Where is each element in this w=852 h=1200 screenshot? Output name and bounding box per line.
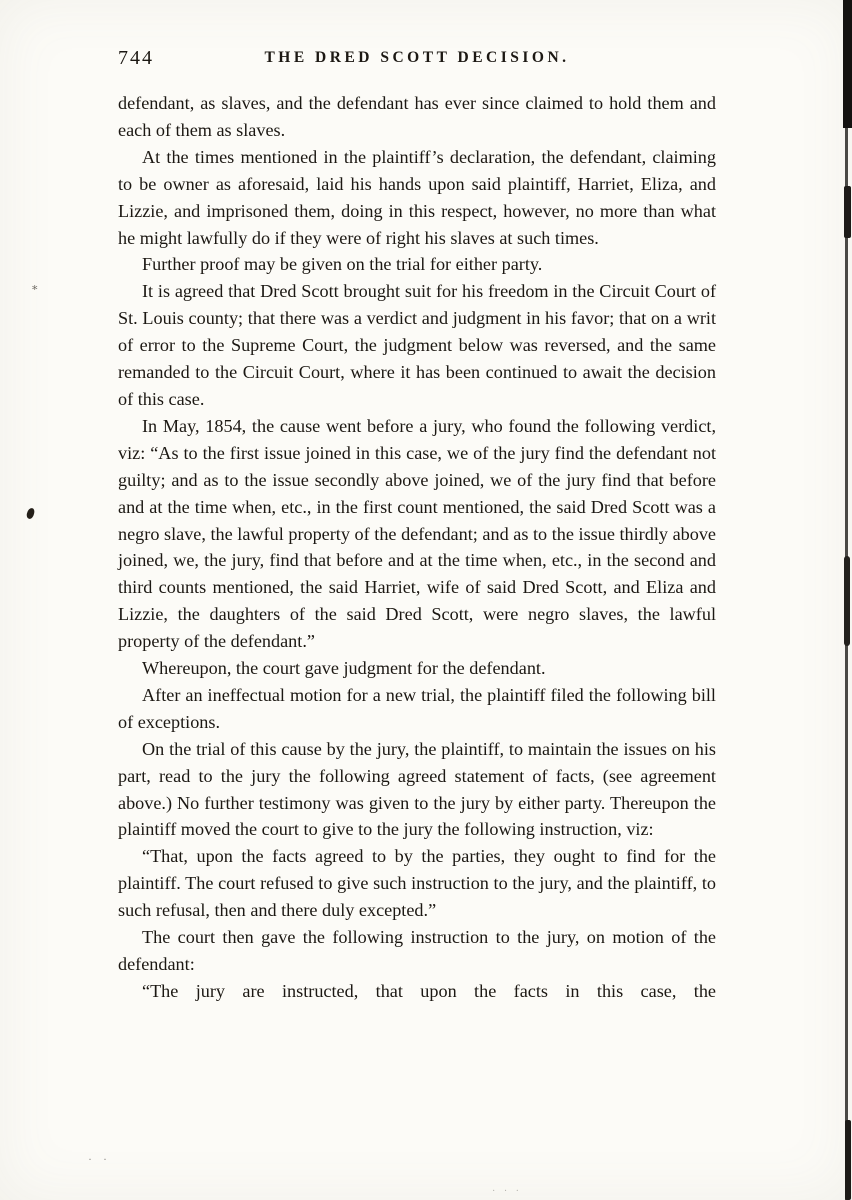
binding-shadow-blob bbox=[843, 0, 852, 128]
binding-shadow-blob bbox=[844, 186, 851, 238]
paragraph: After an ineffectual motion for a new trial, the plaintiff filed the following bill of exceptions. bbox=[118, 684, 716, 732]
binding-shadow-blob bbox=[845, 1120, 851, 1200]
ink-speck: · · · bbox=[492, 1186, 522, 1197]
paragraph: In May, 1854, the cause went before a jury, who found the following verdict, viz: “As to the first issue joined in this case, we of the jury find the defendant not guilty; and as to the issue secondly above joined, we of the jury find that before and at the time when, etc., in the first count mentioned, the said Dred Scott was a negro slave, the lawful property of the defendant; and as to the issue thirdly above joined, we, the jury, find that before and at the time when, etc., in the second and third counts mentioned, the said Harriet, wife of said Dred Scott, and Eliza and Lizzie, the daughters of the said Dred Scott, were negro slaves, the lawful property of the defendant.” bbox=[118, 415, 716, 652]
ink-speck bbox=[26, 507, 35, 519]
page-number: 744 bbox=[118, 47, 154, 69]
page-header bbox=[118, 46, 716, 74]
running-title: THE DRED SCOTT DECISION. bbox=[264, 49, 570, 66]
paragraph: Whereupon, the court gave judgment for the defendant. bbox=[142, 658, 546, 679]
ink-speck: ∗ bbox=[31, 282, 39, 294]
paragraph: defendant, as slaves, and the defendant has ever since claimed to hold them and each of them as slaves. bbox=[118, 93, 716, 140]
ink-speck: · · bbox=[88, 1152, 111, 1166]
paragraph: On the trial of this cause by the jury, the plaintiff, to maintain the issues on his part, read to the jury the following agreed statement of facts, (see agreement above.) No further testimony was given to the jury by either party. Thereupon the plaintiff moved the court to give to the jury the following instruction, viz: bbox=[118, 738, 716, 840]
paragraph: It is agreed that Dred Scott brought suit for his freedom in the Circuit Court of St. Louis county; that there was a verdict and judgment in his favor; that on a writ of error to the Supreme Court, the judgment below was reversed, and the same remanded to the Circuit Court, where it has been continued to await the decision of this case. bbox=[118, 281, 716, 409]
paragraph: “The jury are instructed, that upon the facts in this case, the bbox=[142, 980, 716, 1001]
paragraph: At the times mentioned in the plaintiff’s declaration, the defendant, claiming to be owner as aforesaid, laid his hands upon said plaintiff, Harriet, Eliza, and Lizzie, and imprisoned them, doing in this respect, however, no more than what he might lawfully do if they were of right his slaves at such times. bbox=[118, 146, 716, 248]
paragraph: “That, upon the facts agreed to by the parties, they ought to find for the plaintiff. The court refused to give such instruction to the jury, and the plaintiff, to such refusal, then and there duly excepted.” bbox=[118, 846, 716, 921]
paragraph: The court then gave the following instruction to the jury, on motion of the defendant: bbox=[118, 927, 716, 974]
text-block bbox=[118, 90, 716, 1005]
binding-shadow-blob bbox=[844, 556, 850, 646]
paragraph: Further proof may be given on the trial for either party. bbox=[142, 254, 543, 275]
